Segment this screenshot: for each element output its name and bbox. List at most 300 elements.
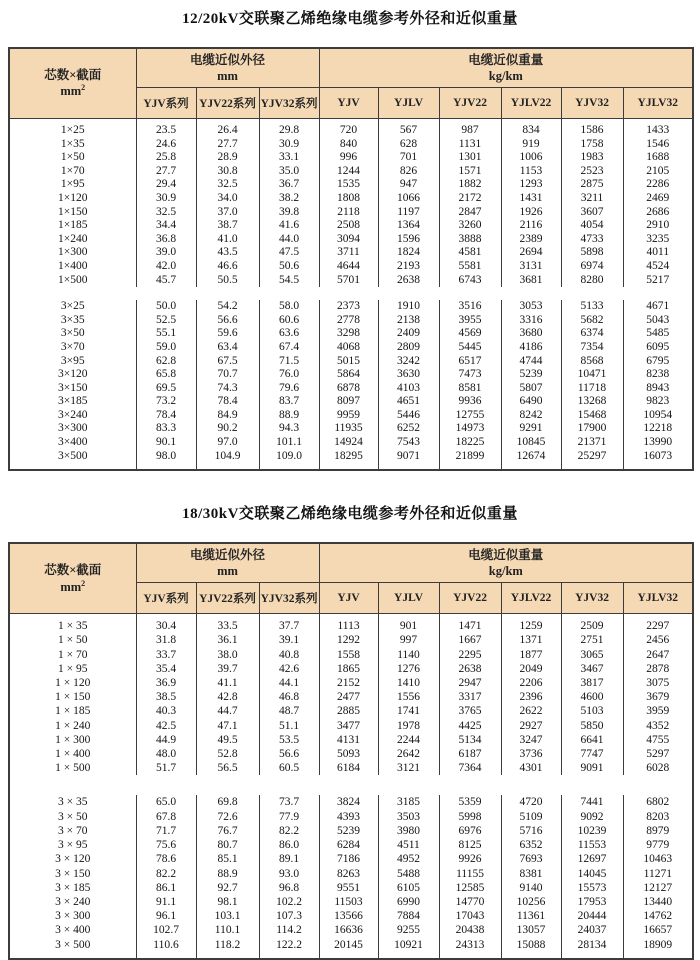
header-weight-yjv22: YJV22 [439,88,501,119]
cable-table-18-30kv [8,542,694,959]
od-value-cell: 65.0 [136,795,196,809]
weight-value-cell: 6374 [561,327,623,341]
weight-value-cell: 2138 [378,314,439,328]
od-value-cell: 73.7 [259,795,319,809]
weight-value-cell: 7441 [561,795,623,809]
weight-value-cell: 2847 [439,206,501,220]
table-row [9,138,693,152]
weight-value-cell: 2878 [623,662,693,676]
table-row [9,676,693,690]
weight-value-cell: 1153 [501,165,561,179]
weight-value-cell: 3679 [623,690,693,704]
weight-value-cell: 5864 [319,368,378,382]
od-value-cell: 37.0 [196,206,259,220]
weight-value-cell: 1571 [439,165,501,179]
spec-cell: 3×150 [9,382,136,396]
weight-value-cell: 24313 [439,938,501,959]
weight-value-cell: 8943 [623,382,693,396]
weight-value-cell: 13268 [561,395,623,409]
weight-value-cell: 8979 [623,824,693,838]
weight-value-cell: 1688 [623,151,693,165]
weight-value-cell: 3817 [561,676,623,690]
od-value-cell: 71.5 [259,355,319,369]
weight-value-cell: 4186 [501,341,561,355]
od-value-cell: 30.8 [196,165,259,179]
weight-value-cell: 3467 [561,662,623,676]
od-value-cell: 44.9 [136,733,196,747]
table-row [9,648,693,662]
weight-value-cell: 8381 [501,867,561,881]
table-row [9,719,693,733]
weight-value-cell: 5716 [501,824,561,838]
weight-value-cell: 2172 [439,192,501,206]
spec-cell: 1 × 300 [9,733,136,747]
spec-cell: 3 × 185 [9,881,136,895]
weight-value-cell: 3094 [319,233,378,247]
weight-value-cell: 3681 [501,274,561,288]
od-value-cell: 122.2 [259,938,319,959]
weight-value-cell: 2152 [319,676,378,690]
weight-value-cell: 12585 [439,881,501,895]
weight-value-cell: 8242 [501,409,561,423]
table-title-18-30kv: 18/30kV交联聚乙烯绝缘电缆参考外径和近似重量 [182,506,518,523]
weight-value-cell: 5134 [439,733,501,747]
weight-value-cell: 25297 [561,450,623,471]
header-od-yjv: YJV系列 [136,88,196,119]
spec-cell: 1 × 35 [9,614,136,634]
weight-value-cell: 4103 [378,382,439,396]
weight-value-cell: 5850 [561,719,623,733]
weight-value-cell: 5682 [561,314,623,328]
table-row [9,219,693,233]
weight-value-cell: 8581 [439,382,501,396]
table-row [9,909,693,923]
od-value-cell: 60.6 [259,314,319,328]
weight-value-cell: 9291 [501,422,561,436]
weight-value-cell: 1259 [501,614,561,634]
od-value-cell: 43.5 [196,246,259,260]
weight-value-cell: 12127 [623,881,693,895]
weight-value-cell: 10239 [561,824,623,838]
od-value-cell: 38.7 [196,219,259,233]
weight-value-cell: 4744 [501,355,561,369]
weight-value-cell: 3824 [319,795,378,809]
weight-value-cell: 3298 [319,327,378,341]
weight-value-cell: 9551 [319,881,378,895]
weight-value-cell: 9926 [439,852,501,866]
weight-value-cell: 13440 [623,895,693,909]
table-body-18-30kv [9,614,693,959]
weight-value-cell: 6990 [378,895,439,909]
weight-value-cell: 9779 [623,838,693,852]
weight-value-cell: 2389 [501,233,561,247]
weight-value-cell: 12674 [501,450,561,471]
spec-cell: 3 × 150 [9,867,136,881]
od-value-cell: 103.1 [196,909,259,923]
weight-value-cell: 6252 [378,422,439,436]
od-value-cell: 33.1 [259,151,319,165]
table-row [9,327,693,341]
od-value-cell: 94.3 [259,422,319,436]
header-weight-yjlv22: YJLV22 [501,583,561,614]
od-value-cell: 44.0 [259,233,319,247]
od-value-cell: 42.0 [136,260,196,274]
weight-value-cell: 2116 [501,219,561,233]
table-row [9,450,693,471]
od-value-cell: 51.7 [136,761,196,775]
spec-cell: 1 × 70 [9,648,136,662]
od-value-cell: 55.1 [136,327,196,341]
od-value-cell: 39.7 [196,662,259,676]
od-value-cell: 48.0 [136,747,196,761]
weight-value-cell: 4393 [319,810,378,824]
od-value-cell: 63.4 [196,341,259,355]
weight-value-cell: 5239 [319,824,378,838]
weight-value-cell: 3121 [378,761,439,775]
spec-cell: 1×185 [9,219,136,233]
od-value-cell: 37.7 [259,614,319,634]
table-row [9,382,693,396]
od-value-cell: 83.3 [136,422,196,436]
weight-value-cell: 5133 [561,300,623,314]
table-row [9,690,693,704]
weight-value-cell: 6028 [623,761,693,775]
od-value-cell: 40.3 [136,704,196,718]
spec-cell: 3 × 95 [9,838,136,852]
weight-value-cell: 1741 [378,704,439,718]
weight-value-cell: 8097 [319,395,378,409]
weight-value-cell: 987 [439,119,501,138]
spec-cell: 1×300 [9,246,136,260]
od-value-cell: 91.1 [136,895,196,909]
weight-value-cell: 3316 [501,314,561,328]
weight-value-cell: 11361 [501,909,561,923]
weight-value-cell: 2910 [623,219,693,233]
weight-value-cell: 11503 [319,895,378,909]
weight-value-cell: 17953 [561,895,623,909]
weight-value-cell: 7186 [319,852,378,866]
spec-cell: 3×50 [9,327,136,341]
header-weight-yjv32: YJV32 [561,88,623,119]
weight-value-cell: 1276 [378,662,439,676]
spec-cell: 3×300 [9,422,136,436]
weight-value-cell: 7543 [378,436,439,450]
weight-value-cell: 996 [319,151,378,165]
weight-value-cell: 2206 [501,676,561,690]
header-spec-unit: $mm^2$ [60,83,86,99]
weight-value-cell: 2751 [561,633,623,647]
spec-cell: 1×50 [9,151,136,165]
weight-value-cell: 1926 [501,206,561,220]
od-value-cell: 41.1 [196,676,259,690]
weight-value-cell: 10471 [561,368,623,382]
weight-value-cell: 1808 [319,192,378,206]
od-value-cell: 50.6 [259,260,319,274]
weight-value-cell: 2638 [439,662,501,676]
weight-value-cell: 10256 [501,895,561,909]
header-spec [9,48,136,119]
od-value-cell: 86.1 [136,881,196,895]
od-value-cell: 60.5 [259,761,319,775]
weight-value-cell: 3955 [439,314,501,328]
header-spec-title: 芯数×截面 [44,68,102,83]
table-row [9,704,693,718]
spec-cell: 1 × 150 [9,690,136,704]
od-value-cell: 47.1 [196,719,259,733]
table-row [9,824,693,838]
weight-value-cell: 701 [378,151,439,165]
header-weight-group: 电缆近似重量 kg/km [319,543,693,583]
table-row [9,206,693,220]
spec-cell: 3 × 300 [9,909,136,923]
od-value-cell: 73.2 [136,395,196,409]
weight-value-cell: 2508 [319,219,378,233]
spec-cell: 1×95 [9,178,136,192]
spec-cell: 1×120 [9,192,136,206]
od-value-cell: 77.9 [259,810,319,824]
od-value-cell: 44.1 [259,676,319,690]
spec-cell: 1×35 [9,138,136,152]
weight-value-cell: 4733 [561,233,623,247]
spec-cell: 3×35 [9,314,136,328]
weight-value-cell: 11271 [623,867,693,881]
table-row [9,274,693,288]
table-row [9,810,693,824]
table-row [9,733,693,747]
table-row [9,795,693,809]
header-weight-yjlv32: YJLV32 [623,88,693,119]
od-value-cell: 76.7 [196,824,259,838]
header-od-yjv22: YJV22系列 [196,88,259,119]
weight-value-cell: 5217 [623,274,693,288]
table-row [9,119,693,138]
weight-value-cell: 6743 [439,274,501,288]
weight-value-cell: 2647 [623,648,693,662]
weight-value-cell: 6795 [623,355,693,369]
weight-value-cell: 5043 [623,314,693,328]
weight-value-cell: 1431 [501,192,561,206]
header-weight-yjlv32: YJLV32 [623,583,693,614]
weight-value-cell: 2373 [319,300,378,314]
weight-value-cell: 5807 [501,382,561,396]
spec-cell: 3×500 [9,450,136,471]
weight-value-cell: 3053 [501,300,561,314]
table-row [9,368,693,382]
weight-value-cell: 3065 [561,648,623,662]
weight-value-cell: 1113 [319,614,378,634]
weight-value-cell: 2638 [378,274,439,288]
weight-value-cell: 15088 [501,938,561,959]
weight-value-cell: 6187 [439,747,501,761]
cable-table-12-20kv [8,47,694,471]
od-value-cell: 67.5 [196,355,259,369]
od-value-cell: 56.6 [196,314,259,328]
weight-value-cell: 1978 [378,719,439,733]
weight-value-cell: 10954 [623,409,693,423]
weight-value-cell: 7884 [378,909,439,923]
weight-value-cell: 3317 [439,690,501,704]
od-value-cell: 42.6 [259,662,319,676]
od-value-cell: 63.6 [259,327,319,341]
weight-value-cell: 3503 [378,810,439,824]
weight-value-cell: 834 [501,119,561,138]
table-row [9,633,693,647]
weight-value-cell: 1824 [378,246,439,260]
od-value-cell: 30.9 [259,138,319,152]
weight-value-cell: 12697 [561,852,623,866]
weight-value-cell: 2947 [439,676,501,690]
weight-value-cell: 3607 [561,206,623,220]
weight-value-cell: 7473 [439,368,501,382]
weight-value-cell: 997 [378,633,439,647]
od-value-cell: 110.1 [196,923,259,937]
weight-value-cell: 1471 [439,614,501,634]
table-row [9,355,693,369]
weight-value-cell: 28134 [561,938,623,959]
od-value-cell: 89.1 [259,852,319,866]
weight-value-cell: 2193 [378,260,439,274]
od-value-cell: 38.5 [136,690,196,704]
weight-value-cell: 1244 [319,165,378,179]
weight-value-cell: 11155 [439,867,501,881]
od-value-cell: 88.9 [259,409,319,423]
weight-value-cell: 1301 [439,151,501,165]
od-value-cell: 83.7 [259,395,319,409]
od-value-cell: 24.6 [136,138,196,152]
weight-value-cell: 4068 [319,341,378,355]
weight-value-cell: 17043 [439,909,501,923]
weight-value-cell: 9255 [378,923,439,937]
od-value-cell: 58.0 [259,300,319,314]
weight-value-cell: 2885 [319,704,378,718]
od-value-cell: 25.8 [136,151,196,165]
header-spec-title: 芯数×截面 [44,563,102,578]
header-od-yjv: YJV系列 [136,583,196,614]
weight-value-cell: 6490 [501,395,561,409]
weight-value-cell: 1131 [439,138,501,152]
od-value-cell: 92.7 [196,881,259,895]
weight-value-cell: 1865 [319,662,378,676]
spec-cell: 1 × 120 [9,676,136,690]
weight-value-cell: 7693 [501,852,561,866]
header-weight-yjlv: YJLV [378,88,439,119]
od-value-cell: 90.1 [136,436,196,450]
weight-value-cell: 2686 [623,206,693,220]
weight-value-cell: 12218 [623,422,693,436]
header-weight-group: 电缆近似重量 kg/km [319,48,693,88]
weight-value-cell: 3711 [319,246,378,260]
weight-value-cell: 5485 [623,327,693,341]
weight-value-cell: 1758 [561,138,623,152]
od-value-cell: 30.4 [136,614,196,634]
od-value-cell: 69.5 [136,382,196,396]
weight-value-cell: 4644 [319,260,378,274]
weight-value-cell: 5359 [439,795,501,809]
weight-value-cell: 1586 [561,119,623,138]
od-value-cell: 40.8 [259,648,319,662]
od-value-cell: 72.6 [196,810,259,824]
od-value-cell: 42.8 [196,690,259,704]
weight-value-cell: 2244 [378,733,439,747]
od-value-cell: 33.7 [136,648,196,662]
weight-value-cell: 2297 [623,614,693,634]
od-value-cell: 80.7 [196,838,259,852]
spec-cell: 1×70 [9,165,136,179]
weight-value-cell: 16657 [623,923,693,937]
header-od-group: 电缆近似外径 mm [136,543,319,583]
weight-value-cell: 14045 [561,867,623,881]
od-value-cell: 85.1 [196,852,259,866]
od-value-cell: 52.8 [196,747,259,761]
od-value-cell: 98.1 [196,895,259,909]
weight-value-cell: 4569 [439,327,501,341]
od-value-cell: 54.5 [259,274,319,288]
od-value-cell: 27.7 [196,138,259,152]
weight-value-cell: 6641 [561,733,623,747]
od-value-cell: 96.8 [259,881,319,895]
table-row [9,923,693,937]
weight-value-cell: 5093 [319,747,378,761]
spec-cell: 1 × 400 [9,747,136,761]
spec-cell: 1 × 500 [9,761,136,775]
weight-value-cell: 1371 [501,633,561,647]
od-value-cell: 56.5 [196,761,259,775]
weight-value-cell: 8280 [561,274,623,288]
weight-value-cell: 6974 [561,260,623,274]
weight-value-cell: 3211 [561,192,623,206]
table-row [9,178,693,192]
weight-value-cell: 11553 [561,838,623,852]
weight-value-cell: 5998 [439,810,501,824]
weight-value-cell: 14770 [439,895,501,909]
table-row [9,192,693,206]
weight-value-cell: 18909 [623,938,693,959]
weight-value-cell: 9140 [501,881,561,895]
od-value-cell: 51.1 [259,719,319,733]
od-value-cell: 93.0 [259,867,319,881]
weight-value-cell: 2509 [561,614,623,634]
od-value-cell: 82.2 [136,867,196,881]
od-value-cell: 32.5 [196,178,259,192]
weight-value-cell: 3247 [501,733,561,747]
weight-value-cell: 6802 [623,795,693,809]
weight-value-cell: 3736 [501,747,561,761]
od-value-cell: 114.2 [259,923,319,937]
spec-cell: 3 × 35 [9,795,136,809]
weight-value-cell: 18225 [439,436,501,450]
weight-value-cell: 3959 [623,704,693,718]
weight-value-cell: 826 [378,165,439,179]
od-value-cell: 46.6 [196,260,259,274]
od-value-cell: 38.2 [259,192,319,206]
od-value-cell: 98.0 [136,450,196,471]
od-value-cell: 48.7 [259,704,319,718]
header-od-yjv32: YJV32系列 [259,583,319,614]
weight-value-cell: 1140 [378,648,439,662]
od-value-cell: 38.0 [196,648,259,662]
weight-value-cell: 1877 [501,648,561,662]
spec-cell: 3×240 [9,409,136,423]
spec-cell: 3×95 [9,355,136,369]
od-value-cell: 70.7 [196,368,259,382]
weight-value-cell: 3260 [439,219,501,233]
weight-value-cell: 2622 [501,704,561,718]
weight-value-cell: 18295 [319,450,378,471]
weight-value-cell: 6184 [319,761,378,775]
weight-value-cell: 4581 [439,246,501,260]
spec-cell: 1 × 95 [9,662,136,676]
weight-value-cell: 5701 [319,274,378,288]
